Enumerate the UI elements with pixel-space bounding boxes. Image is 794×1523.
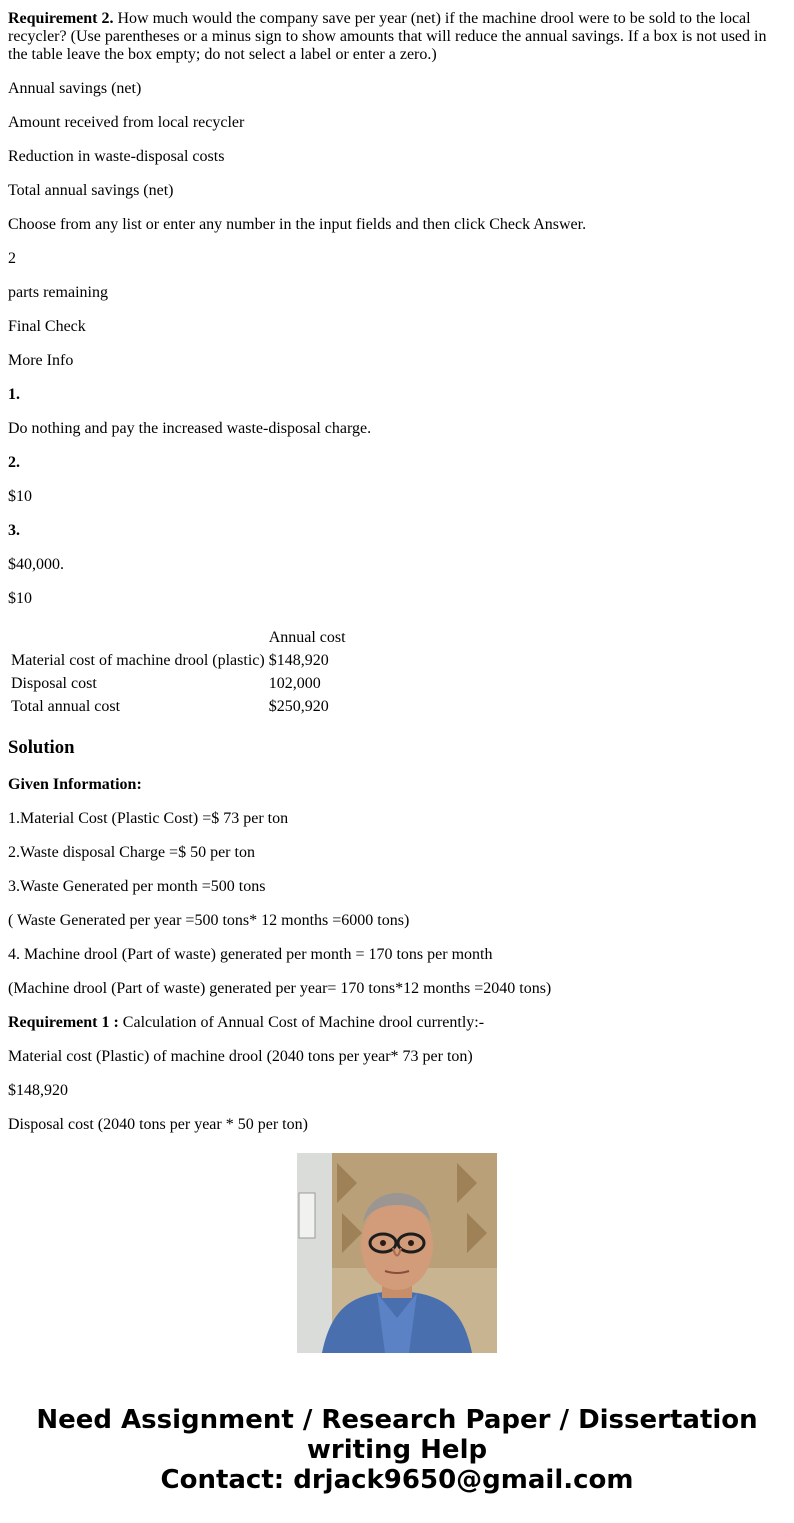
- table-cell: Disposal cost: [11, 675, 97, 692]
- final-check-button[interactable]: Final Check: [8, 318, 86, 335]
- table-cell: Material cost of machine drool (plastic): [11, 652, 265, 669]
- table-cell: $148,920: [268, 652, 329, 669]
- table-row: [10, 650, 347, 671]
- item-1-text: Do nothing and pay the increased waste-disposal charge.: [8, 420, 372, 437]
- table-cell: Total annual cost: [11, 698, 121, 715]
- table-header-cell: [10, 627, 266, 648]
- item-2-text: $10: [8, 488, 32, 505]
- item-3-extra: $10: [8, 590, 32, 607]
- avatar: [297, 1153, 497, 1353]
- given-disposal-charge: 2.Waste disposal Charge =$ 50 per ton: [8, 844, 255, 861]
- contact-banner: [0, 1405, 794, 1495]
- instructions-text: Choose from any list or enter any number in the input fields and then click Check Answer.: [8, 216, 587, 233]
- given-information-label: Given Information:: [8, 776, 142, 793]
- table-row: [10, 673, 347, 694]
- table-cell: $250,920: [268, 698, 329, 715]
- item-3-text: $40,000.: [8, 556, 64, 573]
- material-cost-line: Material cost (Plastic) of machine drool (2040 tons per year* 73 per ton): [8, 1048, 473, 1065]
- more-info-link[interactable]: More Info: [8, 352, 74, 369]
- solution-heading: Solution: [8, 737, 75, 758]
- given-drool-month: 4. Machine drool (Part of waste) generated per month = 170 tons per month: [8, 946, 493, 963]
- document-content: [8, 0, 778, 1133]
- given-drool-year: (Machine drool (Part of waste) generated per year= 170 tons*12 months =2040 tons): [8, 980, 552, 997]
- total-savings-row-label: Total annual savings (net): [8, 182, 174, 199]
- parts-count: 2: [8, 250, 16, 267]
- annual-cost-table: [8, 625, 349, 719]
- table-cell: 102,000: [268, 675, 321, 692]
- item-2-number: 2.: [8, 454, 20, 471]
- contact-line-2: writing Help: [306, 1435, 488, 1465]
- reduction-waste-row-label: Reduction in waste-disposal costs: [8, 148, 225, 165]
- contact-line-3: Contact: drjack9650@gmail.com: [160, 1465, 634, 1495]
- parts-remaining-text: parts remaining: [8, 284, 108, 301]
- item-1-number: 1.: [8, 386, 20, 403]
- requirement-2-text: How much would the company save per year (net) if the machine drool were to be sold to the local recycler? (Use parentheses or a minus sign to show amounts that will reduce the annual savings. If a box is not used in the table leave the box empty; do not select a label or enter a zero.): [8, 10, 767, 63]
- person-photo-icon: [297, 1153, 497, 1353]
- disposal-cost-line: Disposal cost (2040 tons per year * 50 per ton): [8, 1116, 308, 1133]
- requirement-2-label: Requirement 2.: [8, 10, 114, 27]
- given-material-cost: 1.Material Cost (Plastic Cost) =$ 73 per ton: [8, 810, 289, 827]
- amount-received-row-label: Amount received from local recycler: [8, 114, 245, 131]
- given-waste-month: 3.Waste Generated per month =500 tons: [8, 878, 266, 895]
- material-cost-value: $148,920: [8, 1082, 68, 1099]
- contact-line-1: Need Assignment / Research Paper / Dissertation: [36, 1405, 758, 1435]
- table-header-cell: Annual cost: [268, 629, 346, 646]
- requirement-2-prompt: [8, 10, 774, 64]
- given-waste-year: ( Waste Generated per year =500 tons* 12 months =6000 tons): [8, 912, 410, 929]
- table-row: [10, 696, 347, 717]
- annual-savings-heading: Annual savings (net): [8, 80, 142, 97]
- item-3-number: 3.: [8, 522, 20, 539]
- table-header-row: [10, 627, 347, 648]
- requirement-1-heading: Requirement 1 : Calculation of Annual Cost of Machine drool currently:-: [8, 1014, 485, 1031]
